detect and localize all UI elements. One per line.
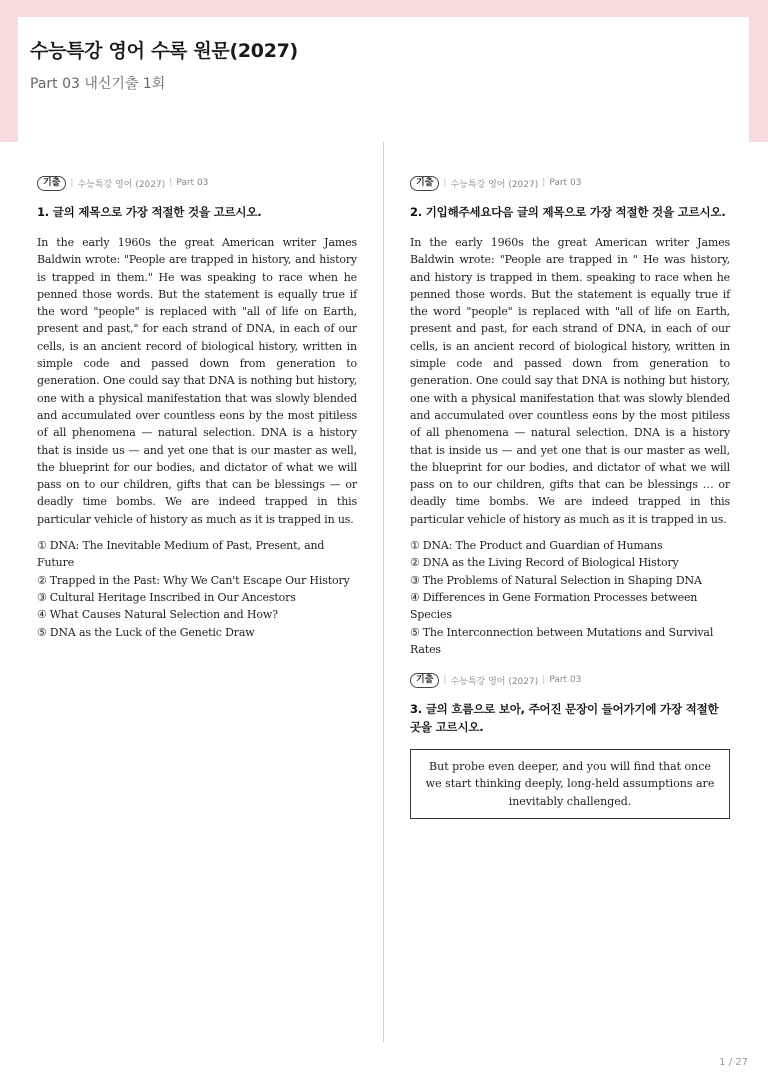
part-label: Part 03 [549,178,582,188]
answer-option[interactable] [410,537,730,554]
answer-option[interactable] [37,589,357,606]
document-subtitle: Part 03 내신기출 1회 [30,76,166,92]
meta-separator: | [542,178,546,188]
question-2 [410,175,730,658]
answer-option[interactable] [37,572,357,589]
option-text: DNA: The Inevitable Medium of Past, Present, and Future [37,539,325,570]
option-number: ⑤ [410,625,420,639]
passage-text: In the early 1960s the great American writer James Baldwin wrote: "People are trapped in " He was history, and history is trapped in them. speaking to race when he penned those words. But the statement is equally true if the word "people" is replaced with "all of life on Earth, present and past, for each strand of DNA, in each of our cells, is an ancient record of biological history, written in simple code and passed down from generation to generation. One could say that DNA is nothing but history, one with a physical manifestation that was slowly blended and accumulated over countless eons by the most pitiless of all phenomena — natural selection. DNA is a history that is inside us — and yet one that is our master as well, the blueprint for our bodies, and dictator of what we will pass on to our children, gifts that can be blessings … or deadly time bombs. We are indeed trapped in this particular vehicle of history as much as it is trapped in us. [410,236,730,526]
source-label: 수능특강 영어 (2027) [77,179,166,190]
question-title: 1. 글의 제목으로 가장 적절한 것을 고르시오. [37,205,262,219]
answer-options [410,537,730,658]
tag-badge: 기출 [410,176,439,191]
right-column [410,175,730,833]
meta-separator: | [542,675,546,686]
option-text: The Problems of Natural Selection in Shaping DNA [422,573,702,587]
given-sentence: But probe even deeper, and you will find that once we start thinking deeply, long-held assumptions are inevitably challenged. [425,760,715,808]
question-title: 3. 글의 흐름으로 보아, 주어진 문장이 들어가기에 가장 적절한 곳을 고르시오. [410,702,719,735]
question-meta [410,175,730,191]
passage-text: In the early 1960s the great American writer James Baldwin wrote: "People are trapped in history, and history is trapped in them." He was speaking to race when he penned those words. But the statement is equally true if the word "people" is replaced with "all of life on Earth, present and past," for each strand of DNA, in each of our cells, is an ancient record of biological history, written in simple code and passed down from generation to generation. One could say that DNA is nothing but history, one with a physical manifestation that was slowly blended and accumulated over countless eons by the most pitiless of all phenomena — natural selection. DNA is a history that is inside us — and yet one that is our master as well, the blueprint for our bodies, and dictator of what we will pass on to our children, gifts that can be blessings — or deadly time bombs. We are indeed trapped in this particular vehicle of history as much as it is trapped in us. [37,236,357,526]
meta-separator: | [169,178,173,188]
source-label: 수능특강 영어 (2027) [450,179,539,190]
meta-separator: | [443,178,447,188]
option-text: Differences in Gene Formation Processes between Species [410,590,698,622]
option-number: ④ [37,608,47,622]
option-text: DNA as the Living Record of Biological History [422,556,679,570]
given-sentence-box [410,749,730,819]
option-text: Trapped in the Past: Why We Can't Escape Our History [49,573,350,587]
option-text: DNA: The Product and Guardian of Humans [422,539,663,553]
option-text: The Interconnection between Mutations and Survival Rates [410,625,714,656]
option-number: ② [410,556,420,570]
column-divider [383,142,384,1042]
option-number: ③ [37,590,47,604]
page-number: 1 / 27 [719,1057,748,1068]
question-title: 2. 기입해주세요다음 글의 제목으로 가장 적절한 것을 고르시오. [410,205,726,219]
option-text: DNA as the Luck of the Genetic Draw [49,625,255,639]
part-label: Part 03 [549,675,582,686]
answer-option[interactable] [410,554,730,571]
document-title: 수능특강 영어 수록 원문(2027) [30,40,298,62]
left-column [37,175,357,655]
answer-options [37,537,357,641]
option-number: ③ [410,573,420,587]
question-1 [37,175,357,641]
answer-option[interactable] [410,572,730,589]
option-text: What Causes Natural Selection and How? [49,608,278,622]
answer-option[interactable] [410,589,730,624]
answer-option[interactable] [37,537,357,572]
source-label: 수능특강 영어 (2027) [450,676,539,687]
question-meta [37,175,357,191]
option-number: ④ [410,590,420,604]
option-number: ① [37,539,47,553]
question-3 [410,672,730,819]
part-label: Part 03 [176,178,209,188]
question-meta [410,672,730,688]
option-number: ① [410,539,420,553]
meta-separator: | [443,675,447,686]
tag-badge: 기출 [37,176,66,191]
tag-badge: 기출 [410,673,439,688]
meta-separator: | [70,178,74,188]
option-number: ② [37,573,47,587]
option-number: ⑤ [37,625,47,639]
answer-option[interactable] [410,624,730,659]
option-text: Cultural Heritage Inscribed in Our Ancestors [49,590,296,604]
answer-option[interactable] [37,624,357,641]
answer-option[interactable] [37,606,357,623]
